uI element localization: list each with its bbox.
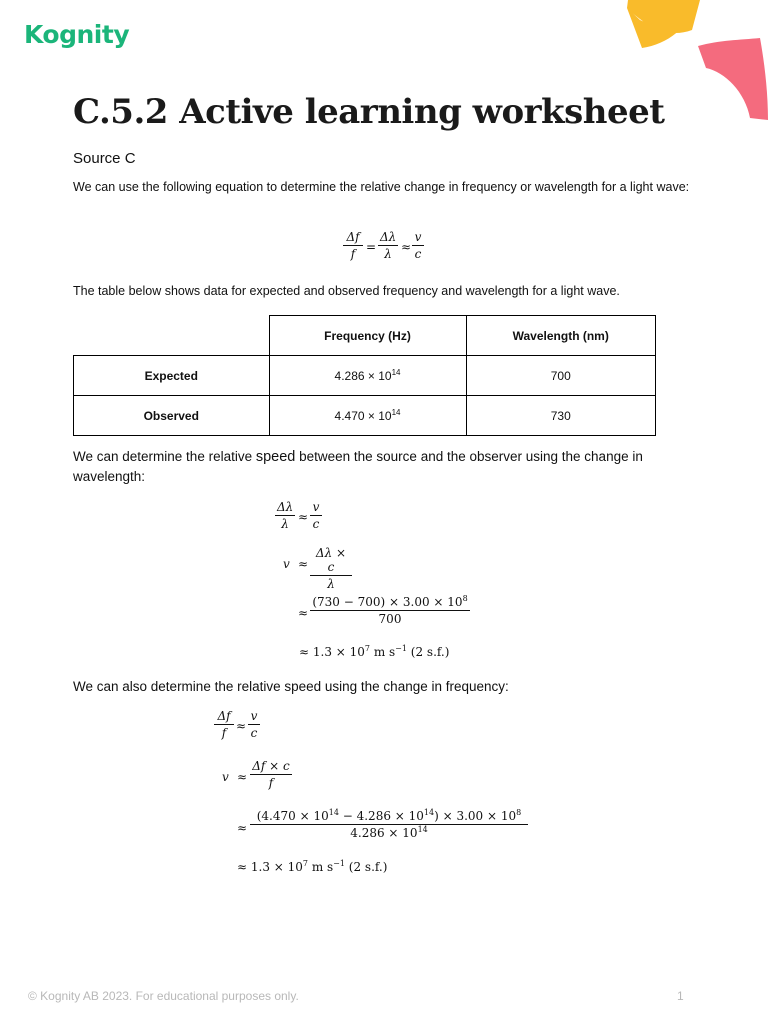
yellow-arc-shape	[627, 0, 700, 48]
page-number: 1	[677, 989, 684, 1003]
table-header-row	[74, 316, 656, 356]
delta-f-over-f: $\frac{\Delta f}{f}$	[343, 230, 363, 261]
approx-sign: ≈	[298, 606, 309, 620]
delta-lambda-over-lambda: $\frac{\Delta\lambda}{\lambda}$	[380, 230, 397, 261]
v-over-c: $\frac{v}{c}$	[248, 709, 260, 740]
table-row	[74, 396, 656, 436]
page-title: C.5.2 Active learning worksheet	[73, 92, 665, 132]
approx-sign: ≈	[401, 240, 412, 254]
delta-lambda-over-lambda: $\frac{\Delta\lambda}{\lambda}$	[277, 500, 294, 531]
speed-substitution-fraction: $\frac{(4.470 \times 10^{14} - 4.286 \times 10^{14}) \times 3.00 \times 10^8}{4.286 \times 10^{14}}$	[250, 809, 528, 840]
pink-arc-shape	[698, 38, 768, 120]
table-intro: The table below shows data for expected and observed frequency and wavelength for a light wave.	[73, 284, 620, 298]
row-label: Expected	[74, 356, 270, 396]
speed-fraction: $\frac{\Delta f \times c}{f}$	[250, 759, 292, 790]
delta-f-over-f: $\frac{\Delta f}{f}$	[214, 709, 234, 740]
header-wavelength: Wavelength (nm)	[466, 316, 656, 356]
approx-sign: ≈	[237, 821, 248, 835]
frequency-wavelength-table	[73, 315, 656, 436]
approx-sign: ≈	[237, 770, 248, 784]
speed-substitution-fraction: $\frac{(730 - 700) \times 3.00 \times 10^8}{700}$	[310, 595, 470, 626]
table-corner-cell	[74, 316, 270, 356]
row-label: Observed	[74, 396, 270, 436]
intro-paragraph: We can use the following equation to determine the relative change in frequency or wavelength for a light wave:	[73, 180, 690, 194]
approx-sign: ≈	[298, 510, 309, 524]
approx-sign: ≈	[298, 557, 309, 571]
source-label: Source C	[73, 150, 136, 167]
copyright-footer: © Kognity AB 2023. For educational purposes only.	[28, 989, 299, 1003]
approx-sign: ≈	[236, 719, 247, 733]
speed-fraction: $\frac{\Delta\lambda \times c}{\lambda}$	[310, 546, 352, 591]
v-over-c: $\frac{v}{c}$	[310, 500, 322, 531]
speed-intro-paragraph: We can determine the relative speed between the source and the observer using the change in wavelength:	[73, 449, 643, 484]
table-row	[74, 356, 656, 396]
wavelength-cell: 730	[466, 396, 656, 436]
frequency-cell: $4.286 \times 10^{14}$	[269, 356, 466, 396]
v-symbol: v	[222, 770, 229, 784]
v-symbol: v	[283, 557, 290, 571]
v-over-c: $\frac{v}{c}$	[412, 230, 424, 261]
speed-result: ≈ $1.3 \times 10^7$ m $s^{-1}$ (2 s.f.)	[237, 859, 388, 874]
equals-sign: =	[366, 240, 377, 254]
speed-result: ≈ $1.3 \times 10^7$ m $s^{-1}$ (2 s.f.)	[299, 644, 450, 659]
header-frequency: Frequency (Hz)	[269, 316, 466, 356]
wavelength-cell: 700	[466, 356, 656, 396]
frequency-intro-paragraph: We can also determine the relative speed using the change in frequency:	[73, 679, 509, 694]
frequency-cell: $4.470 \times 10^{14}$	[269, 396, 466, 436]
kognity-logo: Kognity	[24, 20, 130, 49]
